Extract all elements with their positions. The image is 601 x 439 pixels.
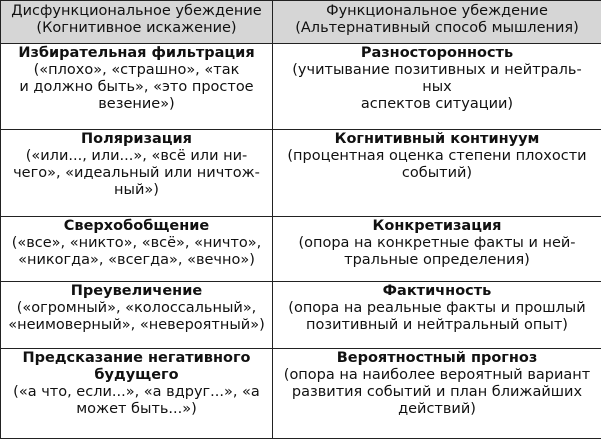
distortion-title: Сверхобобщение xyxy=(63,217,210,234)
distortion-title: Преувеличение xyxy=(70,283,203,300)
alternative-title: Конкретизация xyxy=(372,217,502,234)
alternative-description: (учитывание позитивных и нейтраль- ных аспектов ситуации) xyxy=(292,62,582,113)
table-row xyxy=(1,348,601,438)
functional-cell xyxy=(273,282,601,348)
alternative-description: (опора на наиболее вероятный вариант развития событий и план ближайших действий) xyxy=(283,366,591,417)
distortion-examples: («все», «никто», «всё», «ничто», «никогда», «всегда», «вечно») xyxy=(11,234,262,268)
header-row xyxy=(1,1,601,44)
header-functional-label: Функциональное убеждение (Альтернативный способ мышления) xyxy=(295,3,579,36)
distortion-examples: («а что, если...», «а вдруг...», «а может быть...») xyxy=(13,383,260,417)
alternative-description: (процентная оценка степени плохости событий) xyxy=(287,147,587,181)
dysfunctional-cell xyxy=(1,282,273,348)
alternative-description: (опора на реальные факты и прошлый позитивный и нейтральный опыт) xyxy=(288,300,586,334)
distortion-title: Избирательная фильтрация xyxy=(18,45,255,62)
table-row xyxy=(1,44,601,129)
functional-cell xyxy=(273,129,601,216)
dysfunctional-cell xyxy=(1,216,273,281)
table-row xyxy=(1,216,601,281)
table-row xyxy=(1,129,601,216)
distortion-examples: («или..., или...», «всё или ни- чего», «идеальный или ничтож- ный») xyxy=(13,147,260,198)
distortion-examples: («огромный», «колоссальный», «неимоверный», «невероятный») xyxy=(8,300,265,334)
header-functional xyxy=(273,1,601,44)
alternative-title: Вероятностный прогноз xyxy=(336,349,538,366)
distortion-title: Поляризация xyxy=(81,130,192,147)
functional-cell xyxy=(273,44,601,129)
distortion-examples: («плохо», «страшно», «так и должно быть», «это простое везение») xyxy=(19,62,254,113)
alternative-title: Фактичность xyxy=(382,283,492,300)
distortion-title: Предсказание негативного будущего xyxy=(22,349,251,383)
alternative-title: Разносторонность xyxy=(360,45,514,62)
dysfunctional-cell xyxy=(1,348,273,438)
functional-cell xyxy=(273,348,601,438)
header-dysfunctional-label: Дисфункциональное убеждение (Когнитивное искажение) xyxy=(11,3,262,36)
functional-cell xyxy=(273,216,601,281)
alternative-title: Когнитивный континуум xyxy=(334,130,540,147)
table-row xyxy=(1,282,601,348)
alternative-description: (опора на конкретные факты и ней- тральные определения) xyxy=(298,234,576,268)
header-dysfunctional xyxy=(1,1,273,44)
dysfunctional-cell xyxy=(1,44,273,129)
dysfunctional-cell xyxy=(1,129,273,216)
